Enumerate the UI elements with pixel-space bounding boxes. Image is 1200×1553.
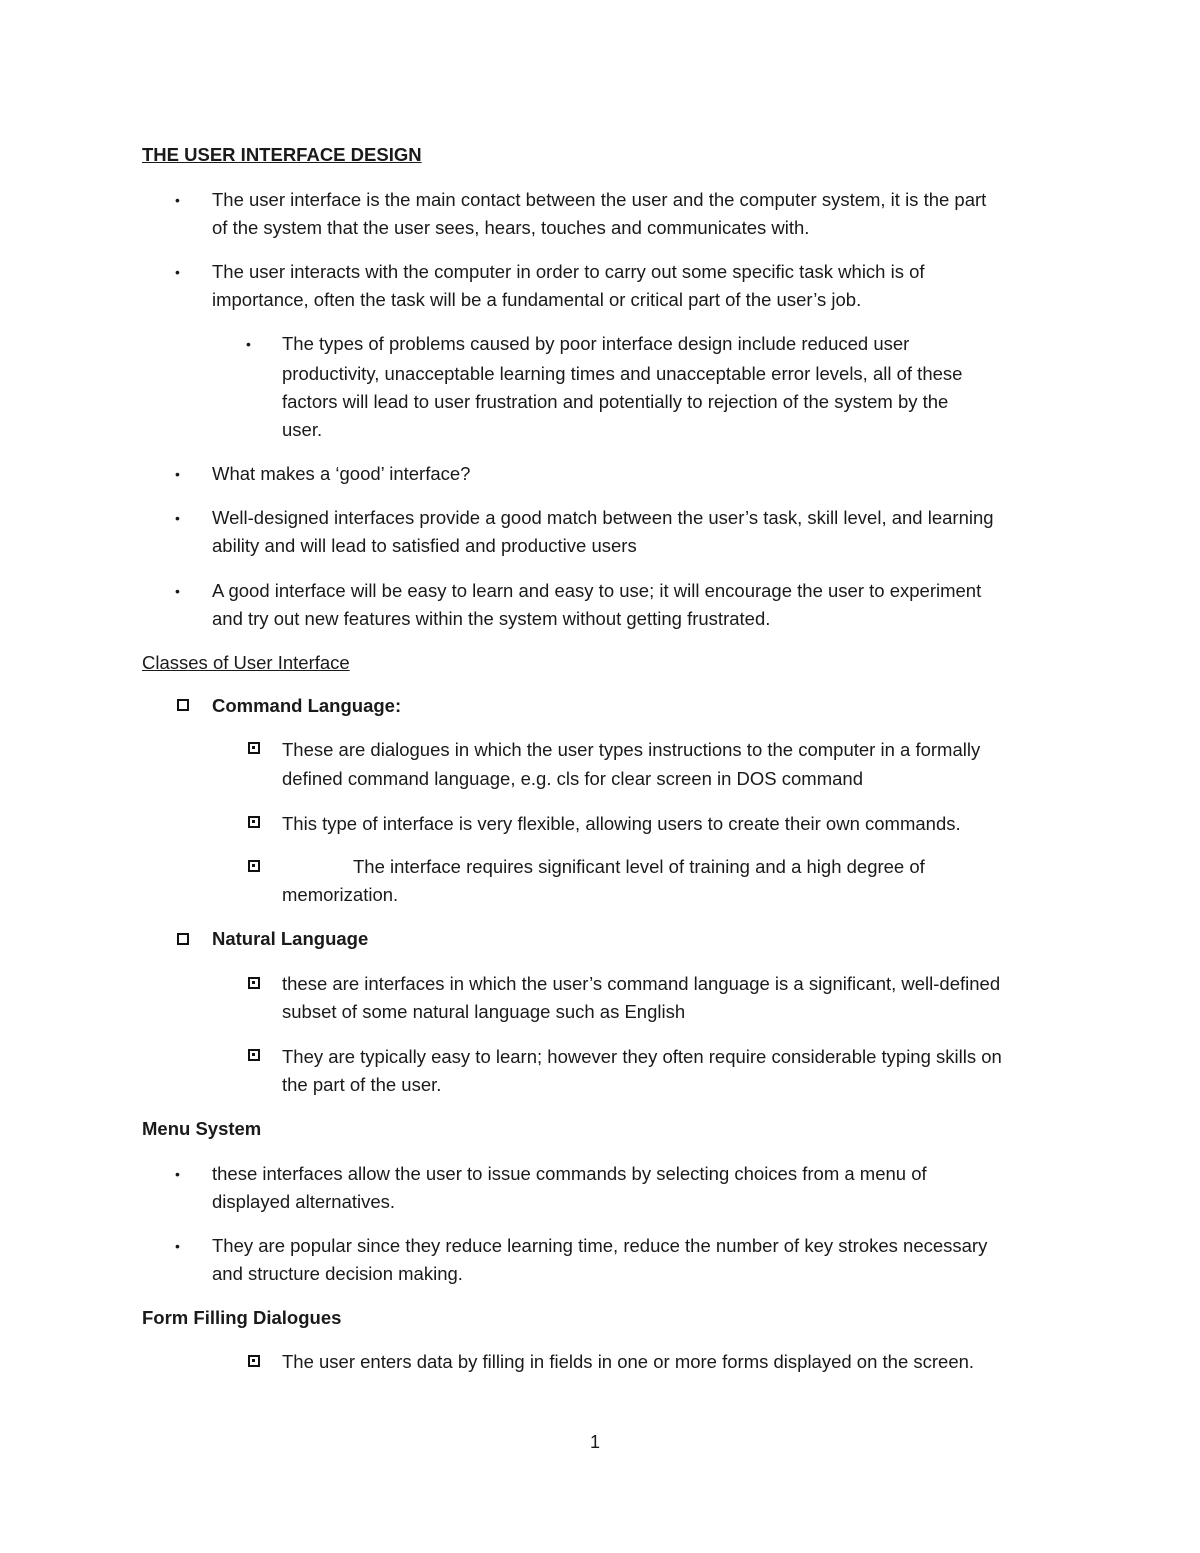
paragraph-line: ability and will lead to satisfied and productive users [212,535,637,556]
paragraph-line: A good interface will be easy to learn and easy to use; it will encourage the user to experiment [212,580,982,601]
paragraph-line: The types of problems caused by poor interface design include reduced user [282,333,910,354]
paragraph-line: displayed alternatives. [212,1191,396,1212]
bullet-icon: • [175,466,180,482]
paragraph-line: What makes a ‘good’ interface? [212,463,471,484]
bullet-icon: • [246,336,251,352]
paragraph-line: These are dialogues in which the user types instructions to the computer in a formally [282,739,981,760]
paragraph-line: importance, often the task will be a fundamental or critical part of the user’s job. [212,289,862,310]
paragraph-line: and structure decision making. [212,1263,463,1284]
checkbox-icon [248,816,260,828]
paragraph-line: They are typically easy to learn; however they often require considerable typing skills on [282,1046,1002,1067]
paragraph-line: factors will lead to user frustration and potentially to rejection of the system by the [282,391,949,412]
bullet-icon: • [175,264,180,280]
paragraph-line: Well-designed interfaces provide a good match between the user’s task, skill level, and learning [212,507,994,528]
paragraph-line: This type of interface is very flexible, allowing users to create their own commands. [282,813,961,834]
checkbox-icon [248,1355,260,1367]
paragraph-line: productivity, unacceptable learning times and unacceptable error levels, all of these [282,363,963,384]
bullet-icon: • [175,583,180,599]
page-number: 1 [590,1432,601,1452]
section-heading: Menu System [142,1118,262,1139]
paragraph-line: these are interfaces in which the user’s command language is a significant, well-defined [282,973,1001,994]
subsection-heading: Natural Language [212,928,369,949]
section-heading: Classes of User Interface [142,652,350,673]
checkbox-icon [248,1049,260,1061]
checkbox-icon [248,860,260,872]
paragraph-line: of the system that the user sees, hears, touches and communicates with. [212,217,810,238]
bullet-icon: • [175,510,180,526]
paragraph-line: The interface requires significant level of training and a high degree of [353,856,925,877]
bullet-icon: • [175,1238,180,1254]
paragraph-line: these interfaces allow the user to issue commands by selecting choices from a menu of [212,1163,927,1184]
paragraph-line: the part of the user. [282,1074,442,1095]
paragraph-line: defined command language, e.g. cls for clear screen in DOS command [282,768,863,789]
paragraph-line: and try out new features within the system without getting frustrated. [212,608,771,629]
checkbox-icon [248,742,260,754]
paragraph-line: memorization. [282,884,399,905]
checkbox-icon [177,699,189,711]
paragraph-line: subset of some natural language such as English [282,1001,686,1022]
paragraph-line: They are popular since they reduce learning time, reduce the number of key strokes necessary [212,1235,988,1256]
checkbox-icon [177,933,189,945]
paragraph-line: user. [282,419,323,440]
subsection-heading: Command Language: [212,695,402,716]
document-title: THE USER INTERFACE DESIGN [142,144,422,165]
section-heading: Form Filling Dialogues [142,1307,342,1328]
checkbox-icon [248,977,260,989]
paragraph-line: The user interacts with the computer in order to carry out some specific task which is of [212,261,925,282]
bullet-icon: • [175,192,180,208]
paragraph-line: The user interface is the main contact between the user and the computer system, it is the part [212,189,987,210]
paragraph-line: The user enters data by filling in fields in one or more forms displayed on the screen. [282,1351,975,1372]
bullet-icon: • [175,1166,180,1182]
